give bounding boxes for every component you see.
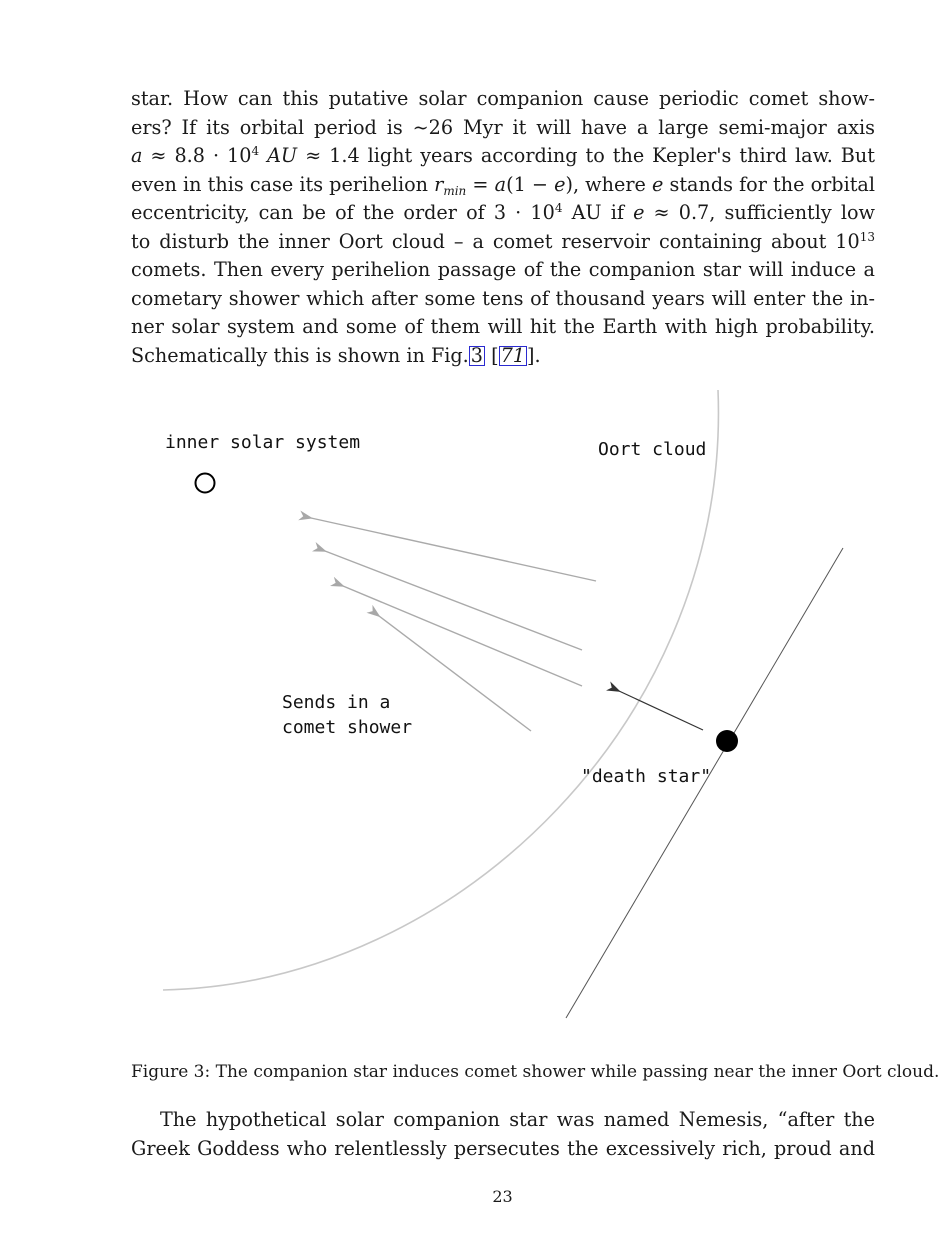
- text-line: comets. Then every perihelion passage of the companion star will induce a: [131, 258, 875, 281]
- body-paragraph-1: [131, 85, 875, 370]
- label-comet-shower: comet shower: [282, 717, 413, 738]
- death-star-arrow: [619, 691, 703, 730]
- text-line: even in this case its perihelion $r_{min} = a(1 - e)$, where e stands for the orbital: [131, 172, 875, 198]
- label-inner-solar-system: inner solar system: [165, 432, 361, 453]
- citation-link[interactable]: 71: [500, 343, 526, 367]
- text-line: cometary shower which after some tens of thousand years will enter the in-: [131, 286, 875, 310]
- label-death-star: "death star": [581, 766, 712, 787]
- text-line: Greek Goddess who relentlessly persecutes the excessively rich, proud and: [131, 1136, 875, 1160]
- page-number: 23: [492, 1187, 513, 1206]
- inner-solar-system-circle: [196, 474, 215, 493]
- text-line: The hypothetical solar companion star was named Nemesis, “after the: [160, 1108, 875, 1131]
- text-line: eccentricity, can be of the order of $3 \cdot 10^4$ AU if e ≈ 0.7, sufficiently low: [131, 201, 875, 224]
- label-sends-in: Sends in a: [282, 692, 391, 713]
- figure-link[interactable]: 3: [470, 343, 483, 367]
- death-star: [716, 730, 738, 752]
- text-line: ers? If its orbital period is ∼26 Myr it will have a large semi-major axis: [131, 115, 875, 139]
- text-line: to disturb the inner Oort cloud – a comet reservoir containing about $10^{13}$: [131, 229, 875, 253]
- text-line: $a \approx 8.8 \cdot 10^4$ AU ≈ 1.4 light years according to the Kepler's third law. But: [131, 144, 875, 167]
- text-line: ner solar system and some of them will hit the Earth with high probability.: [131, 315, 875, 338]
- comet-shower-diagram: [131, 384, 875, 1034]
- body-paragraph-2: [131, 1106, 875, 1163]
- text-line: star. How can this putative solar companion cause periodic comet show-: [131, 87, 875, 110]
- figure-caption: Figure 3: The companion star induces comet shower while passing near the inner Oort cloud.: [131, 1062, 940, 1082]
- text-line: Schematically this is shown in Fig. 3 [ 71 ].: [131, 343, 541, 367]
- comet-arrow: [311, 518, 596, 581]
- label-oort-cloud: Oort cloud: [598, 439, 707, 460]
- comet-arrow: [325, 551, 582, 650]
